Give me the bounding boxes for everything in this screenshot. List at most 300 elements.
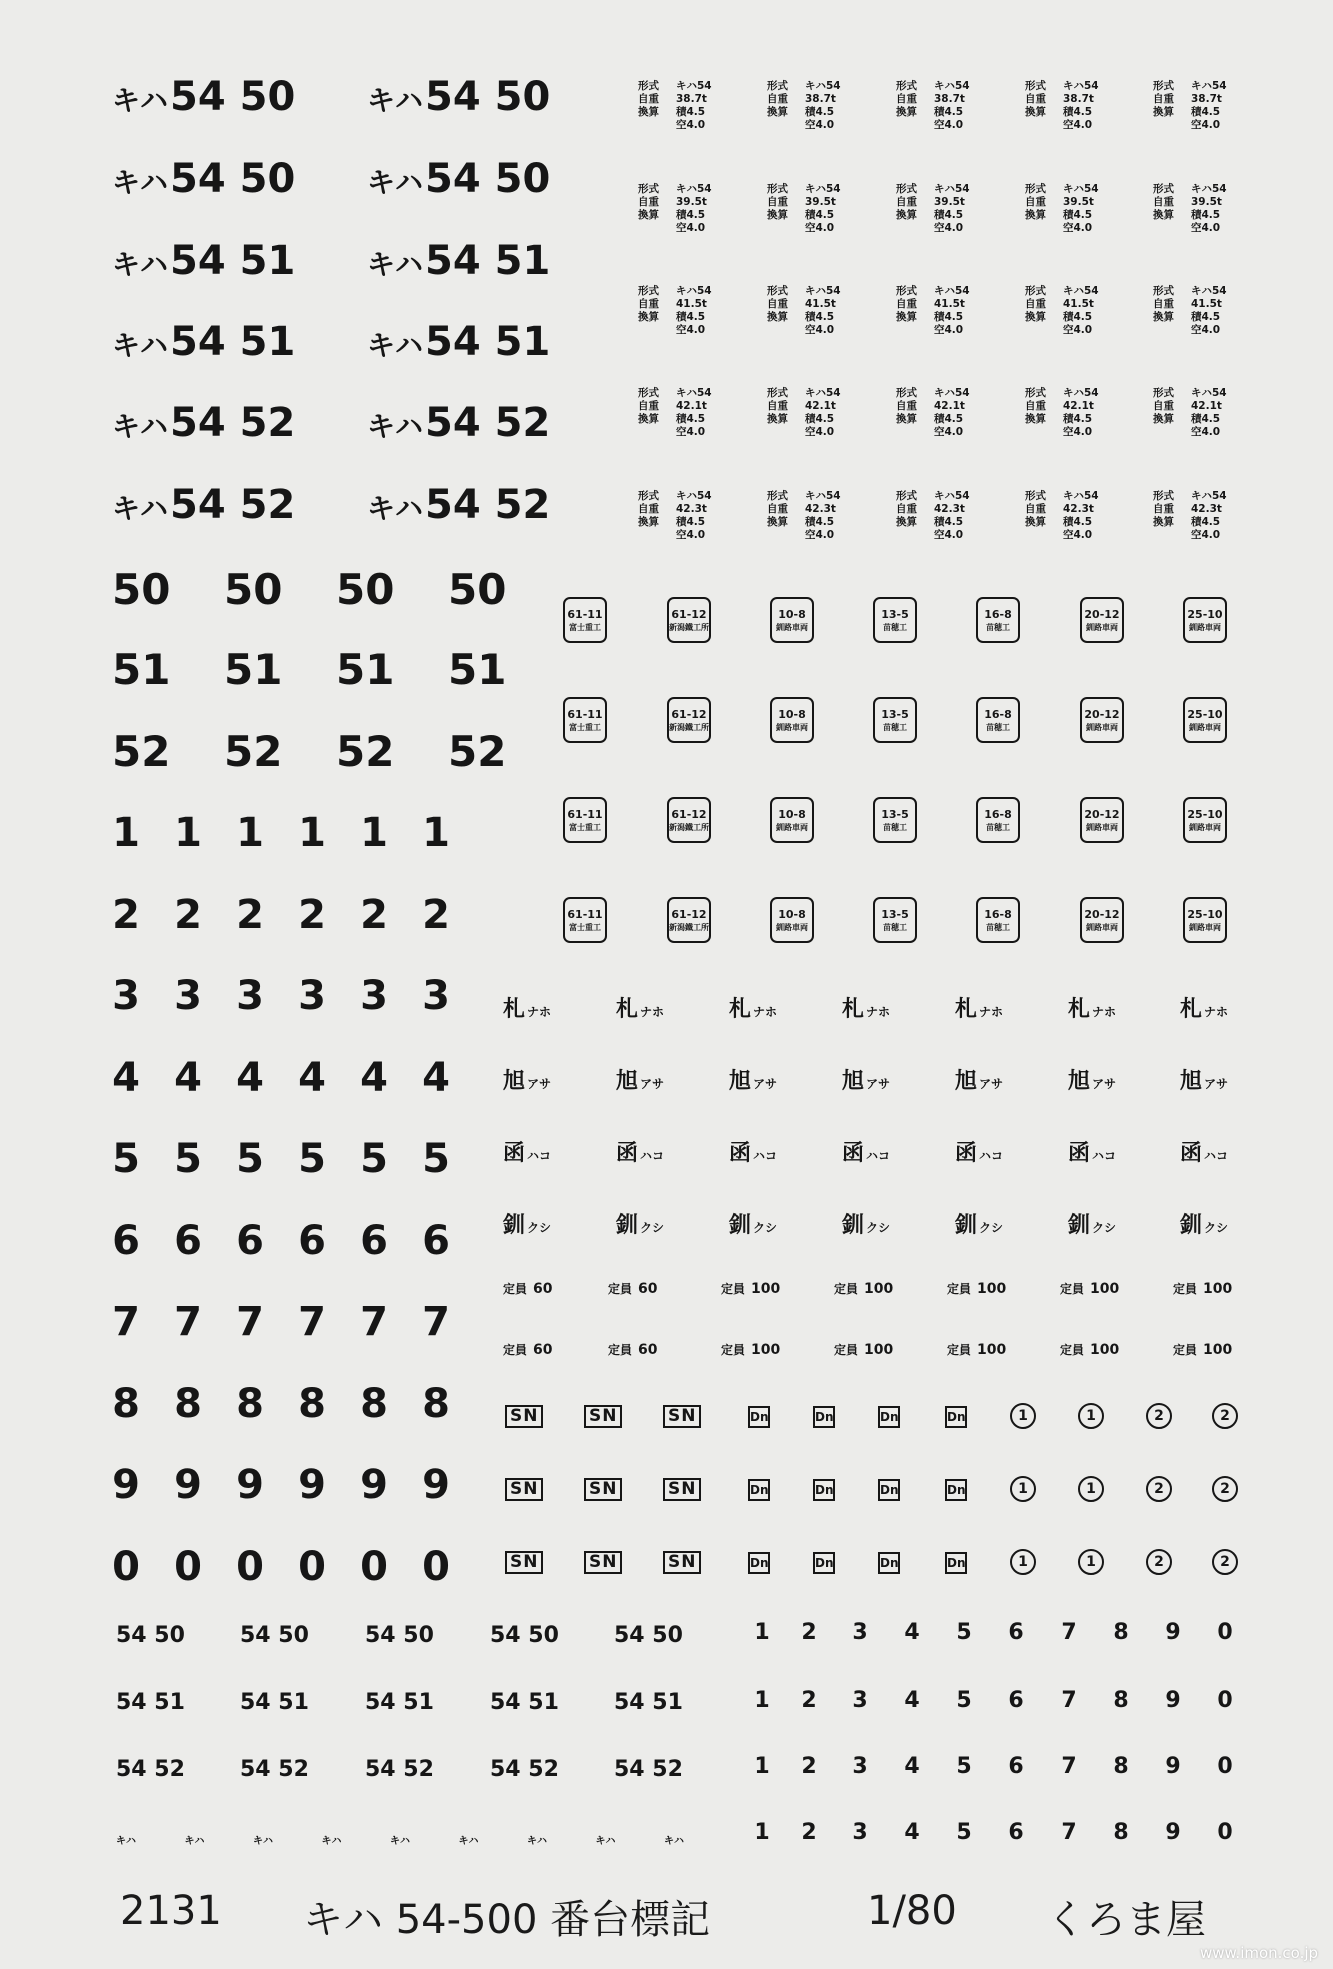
spec-row-full bbox=[896, 516, 970, 529]
kiha-kana: キハ bbox=[367, 410, 424, 443]
small-kiha-mark: キハ bbox=[390, 1836, 410, 1847]
spec-value: 積4.5 bbox=[1191, 516, 1221, 528]
digit-decal: 7 bbox=[112, 1299, 140, 1345]
spec-block bbox=[896, 80, 970, 132]
plate-maker: 新潟鐵工所 bbox=[669, 623, 709, 632]
digit-decal: 2 bbox=[112, 891, 140, 938]
suffix-number: 50 bbox=[448, 565, 507, 614]
spec-row-type bbox=[1025, 80, 1099, 93]
spec-row-full bbox=[638, 311, 712, 324]
plate-maker: 富士重工 bbox=[569, 723, 601, 732]
spec-value: 空4.0 bbox=[676, 426, 706, 438]
capacity-value: 100 bbox=[977, 1342, 1007, 1358]
plate-maker: 釧路車両 bbox=[1086, 923, 1118, 932]
plate-maker: 苗穂工 bbox=[986, 623, 1010, 632]
spec-value: 積4.5 bbox=[805, 413, 835, 425]
spec-label: 換算 bbox=[638, 209, 659, 221]
spec-row-weight bbox=[896, 400, 970, 413]
builder-plate bbox=[1080, 797, 1124, 843]
spec-row-type bbox=[896, 285, 970, 298]
plate-date: 13-5 bbox=[881, 708, 909, 721]
builder-plate bbox=[976, 797, 1020, 843]
digit-decal: 3 bbox=[112, 973, 140, 1019]
depot-kanji: 札 bbox=[1180, 997, 1203, 1022]
spec-value: 積4.5 bbox=[805, 209, 835, 221]
small-digit: 9 bbox=[1165, 1688, 1181, 1713]
builder-plate bbox=[770, 797, 814, 843]
spec-value: キハ54 bbox=[1063, 285, 1099, 297]
small-digit: 3 bbox=[852, 1754, 868, 1779]
small-car-number: 54 51 bbox=[116, 1690, 185, 1715]
spec-label: 自重 bbox=[1025, 196, 1046, 208]
spec-row-full bbox=[896, 209, 970, 222]
suffix-number: 50 bbox=[224, 565, 283, 614]
small-car-number: 54 50 bbox=[614, 1623, 683, 1648]
small-digit: 6 bbox=[1008, 1820, 1024, 1845]
depot-kanji: 旭 bbox=[503, 1069, 526, 1094]
kiha-kana: キハ bbox=[112, 166, 169, 199]
spec-value: キハ54 bbox=[805, 490, 841, 502]
spec-value: 積4.5 bbox=[676, 106, 706, 118]
kiha-kana: キハ bbox=[112, 84, 169, 117]
spec-value: キハ54 bbox=[1063, 183, 1099, 195]
dn-mark: Dn bbox=[813, 1552, 835, 1574]
spec-value: 空4.0 bbox=[676, 324, 706, 336]
circle-number-mark: 1 bbox=[1078, 1403, 1104, 1429]
spec-value: 空4.0 bbox=[1191, 529, 1221, 541]
spec-value: キハ54 bbox=[1063, 80, 1099, 92]
spec-spacer bbox=[767, 426, 793, 439]
digit-decal: 4 bbox=[174, 1054, 202, 1101]
small-car-number: 54 51 bbox=[365, 1690, 434, 1715]
depot-mark bbox=[842, 1064, 890, 1095]
depot-kanji: 旭 bbox=[1068, 1069, 1091, 1094]
plate-date: 10-8 bbox=[778, 708, 806, 721]
spec-label: 形式 bbox=[1153, 387, 1174, 399]
builder-plate bbox=[770, 897, 814, 943]
depot-mark bbox=[503, 992, 551, 1023]
plate-maker: 釧路車両 bbox=[1189, 923, 1221, 932]
small-digit: 1 bbox=[754, 1688, 770, 1713]
small-kiha-mark: キハ bbox=[458, 1836, 479, 1847]
spec-label: 換算 bbox=[1153, 106, 1174, 118]
spec-label: 形式 bbox=[1153, 285, 1174, 297]
dn-mark: Dn bbox=[945, 1479, 967, 1501]
plate-maker: 富士重工 bbox=[569, 623, 601, 632]
capacity-mark bbox=[1060, 1280, 1119, 1297]
spec-row-full bbox=[767, 413, 841, 426]
spec-spacer bbox=[896, 222, 922, 235]
spec-spacer bbox=[1153, 324, 1179, 337]
depot-mark bbox=[616, 992, 664, 1023]
digit-decal: 3 bbox=[360, 973, 388, 1019]
depot-mark bbox=[616, 1208, 664, 1239]
plate-maker: 釧路車両 bbox=[1189, 723, 1221, 732]
spec-label: 自重 bbox=[767, 503, 788, 515]
digit-decal: 8 bbox=[298, 1380, 326, 1427]
spec-value: キハ54 bbox=[1191, 80, 1227, 92]
spec-label: 換算 bbox=[638, 311, 659, 323]
digit-decal: 6 bbox=[422, 1217, 450, 1264]
spec-row-weight bbox=[1025, 196, 1099, 209]
spec-row-type bbox=[638, 80, 712, 93]
capacity-mark bbox=[721, 1341, 780, 1358]
spec-row-full bbox=[767, 311, 841, 324]
spec-label: 自重 bbox=[638, 93, 659, 105]
small-car-number: 54 50 bbox=[365, 1623, 434, 1648]
depot-mark bbox=[1180, 1064, 1228, 1095]
digit-decal: 6 bbox=[298, 1217, 326, 1264]
plate-date: 13-5 bbox=[881, 608, 909, 621]
dn-mark: Dn bbox=[878, 1479, 900, 1501]
small-digit: 8 bbox=[1113, 1754, 1129, 1779]
spec-label: 換算 bbox=[1025, 209, 1046, 221]
spec-spacer bbox=[638, 324, 664, 337]
spec-value: 41.5t bbox=[805, 298, 836, 310]
spec-value: 39.5t bbox=[1191, 196, 1222, 208]
spec-row-full bbox=[638, 413, 712, 426]
depot-mark bbox=[955, 992, 1003, 1023]
kiha-kana: キハ bbox=[367, 492, 424, 525]
builder-plate bbox=[563, 597, 607, 643]
car-number: 54 52 bbox=[425, 482, 551, 528]
car-number: 54 51 bbox=[425, 238, 551, 284]
plate-date: 61-12 bbox=[671, 908, 707, 921]
spec-row-empty bbox=[638, 426, 712, 439]
spec-value: 空4.0 bbox=[805, 529, 835, 541]
capacity-label: 定員 bbox=[834, 1282, 859, 1296]
small-digit: 3 bbox=[852, 1820, 868, 1845]
sn-mark: SN bbox=[505, 1478, 543, 1501]
spec-value: 積4.5 bbox=[1191, 311, 1221, 323]
spec-block bbox=[1153, 490, 1227, 542]
plate-maker: 苗穂工 bbox=[986, 823, 1010, 832]
car-number: 54 50 bbox=[170, 156, 296, 202]
car-number: 54 52 bbox=[170, 400, 296, 446]
spec-value: 38.7t bbox=[1191, 93, 1222, 105]
depot-mark bbox=[1068, 1064, 1116, 1095]
spec-value: キハ54 bbox=[676, 285, 712, 297]
spec-value: 積4.5 bbox=[1063, 209, 1093, 221]
spec-row-empty bbox=[767, 426, 841, 439]
spec-row-full bbox=[896, 106, 970, 119]
spec-row-empty bbox=[1025, 426, 1099, 439]
small-digit: 9 bbox=[1165, 1820, 1181, 1845]
capacity-label: 定員 bbox=[608, 1282, 633, 1296]
plate-maker: 釧路車両 bbox=[1189, 623, 1221, 632]
spec-spacer bbox=[767, 222, 793, 235]
spec-value: 空4.0 bbox=[1191, 119, 1221, 131]
capacity-label: 定員 bbox=[834, 1343, 859, 1357]
spec-block bbox=[767, 285, 841, 337]
depot-kanji: 函 bbox=[729, 1141, 752, 1166]
digit-decal: 3 bbox=[298, 973, 326, 1019]
small-digit: 0 bbox=[1217, 1688, 1233, 1713]
depot-mark bbox=[1068, 1136, 1116, 1167]
spec-label: 形式 bbox=[1025, 285, 1046, 297]
plate-maker: 苗穂工 bbox=[883, 723, 907, 732]
depot-kanji: 札 bbox=[1068, 997, 1091, 1022]
spec-value: キハ54 bbox=[1191, 490, 1227, 502]
depot-kana: クシ bbox=[866, 1221, 891, 1235]
spec-spacer bbox=[638, 119, 664, 132]
spec-value: 空4.0 bbox=[934, 426, 964, 438]
spec-row-type bbox=[638, 183, 712, 196]
capacity-value: 100 bbox=[1203, 1342, 1233, 1358]
plate-maker: 新潟鐵工所 bbox=[669, 923, 709, 932]
spec-block bbox=[896, 387, 970, 439]
spec-value: キハ54 bbox=[934, 183, 970, 195]
spec-value: 38.7t bbox=[1063, 93, 1094, 105]
plate-date: 20-12 bbox=[1084, 908, 1120, 921]
digit-decal: 9 bbox=[112, 1462, 140, 1508]
digit-decal: 1 bbox=[112, 810, 140, 856]
spec-row-full bbox=[1153, 209, 1227, 222]
digit-decal: 0 bbox=[298, 1543, 326, 1590]
spec-value: 空4.0 bbox=[1063, 222, 1093, 234]
builder-plate bbox=[873, 597, 917, 643]
depot-kanji: 札 bbox=[955, 997, 978, 1022]
depot-mark bbox=[616, 1064, 664, 1095]
builder-plate bbox=[563, 697, 607, 743]
product-title: キハ 54-500 番台標記 bbox=[303, 1897, 711, 1943]
plate-maker: 釧路車両 bbox=[1086, 823, 1118, 832]
digit-decal: 1 bbox=[298, 810, 326, 856]
small-car-number: 54 52 bbox=[116, 1757, 185, 1782]
spec-value: 39.5t bbox=[1063, 196, 1094, 208]
spec-label: 換算 bbox=[767, 413, 788, 425]
spec-row-type bbox=[1025, 183, 1099, 196]
digit-decal: 7 bbox=[422, 1299, 450, 1345]
kiha-kana: キハ bbox=[367, 84, 424, 117]
spec-value: 積4.5 bbox=[676, 516, 706, 528]
digit-decal: 9 bbox=[236, 1462, 264, 1508]
depot-kana: ナホ bbox=[753, 1005, 778, 1019]
depot-kana: ハコ bbox=[1204, 1149, 1229, 1163]
builder-plate bbox=[1080, 897, 1124, 943]
spec-value: 38.7t bbox=[805, 93, 836, 105]
spec-value: キハ54 bbox=[805, 80, 841, 92]
small-car-number: 54 52 bbox=[490, 1757, 559, 1782]
digit-decal: 5 bbox=[360, 1136, 388, 1182]
spec-value: キハ54 bbox=[934, 387, 970, 399]
spec-label: 自重 bbox=[1153, 400, 1174, 412]
spec-value: 空4.0 bbox=[1063, 324, 1093, 336]
builder-plate bbox=[1183, 697, 1227, 743]
plate-date: 61-12 bbox=[671, 608, 707, 621]
spec-label: 自重 bbox=[767, 93, 788, 105]
spec-value: 42.3t bbox=[1063, 503, 1094, 515]
digit-decal: 0 bbox=[360, 1543, 388, 1590]
spec-label: 換算 bbox=[896, 413, 917, 425]
suffix-number: 51 bbox=[224, 645, 283, 694]
small-car-number: 54 52 bbox=[614, 1757, 683, 1782]
spec-row-full bbox=[1025, 311, 1099, 324]
spec-spacer bbox=[767, 529, 793, 542]
spec-value: キハ54 bbox=[934, 80, 970, 92]
spec-value: 空4.0 bbox=[676, 222, 706, 234]
small-car-number: 54 51 bbox=[614, 1690, 683, 1715]
spec-label: 形式 bbox=[1025, 80, 1046, 92]
spec-block bbox=[896, 490, 970, 542]
depot-kanji: 旭 bbox=[616, 1069, 639, 1094]
spec-value: 42.3t bbox=[934, 503, 965, 515]
spec-value: 積4.5 bbox=[1191, 106, 1221, 118]
small-digit: 4 bbox=[904, 1620, 920, 1645]
spec-label: 形式 bbox=[896, 183, 917, 195]
depot-kana: ハコ bbox=[527, 1149, 552, 1163]
small-digit: 2 bbox=[801, 1688, 817, 1713]
spec-value: 空4.0 bbox=[805, 324, 835, 336]
spec-row-type bbox=[638, 490, 712, 503]
small-digit: 4 bbox=[904, 1754, 920, 1779]
depot-kana: ハコ bbox=[753, 1149, 778, 1163]
digit-decal: 0 bbox=[422, 1543, 450, 1590]
capacity-mark bbox=[947, 1341, 1006, 1358]
digit-decal: 9 bbox=[174, 1462, 202, 1508]
spec-value: 空4.0 bbox=[676, 529, 706, 541]
plate-date: 61-11 bbox=[567, 708, 603, 721]
depot-kana: アサ bbox=[640, 1077, 665, 1091]
spec-label: 自重 bbox=[896, 503, 917, 515]
spec-row-weight bbox=[896, 93, 970, 106]
spec-row-full bbox=[896, 413, 970, 426]
spec-row-empty bbox=[767, 222, 841, 235]
digit-decal: 5 bbox=[112, 1136, 140, 1182]
spec-row-full bbox=[1153, 106, 1227, 119]
builder-plate bbox=[563, 797, 607, 843]
circle-number-mark: 2 bbox=[1212, 1549, 1238, 1575]
small-digit: 7 bbox=[1061, 1754, 1077, 1779]
depot-kana: アサ bbox=[979, 1077, 1004, 1091]
spec-spacer bbox=[896, 119, 922, 132]
spec-row-empty bbox=[1153, 119, 1227, 132]
spec-label: 換算 bbox=[896, 209, 917, 221]
capacity-value: 100 bbox=[1090, 1281, 1120, 1297]
spec-value: 積4.5 bbox=[676, 209, 706, 221]
spec-value: 空4.0 bbox=[1063, 426, 1093, 438]
car-number: 54 50 bbox=[425, 74, 551, 120]
depot-mark bbox=[1068, 1208, 1116, 1239]
big-number-decal bbox=[367, 74, 550, 120]
sn-mark: SN bbox=[663, 1478, 701, 1501]
spec-row-full bbox=[1153, 413, 1227, 426]
small-kiha-mark: キハ bbox=[595, 1836, 616, 1847]
depot-mark bbox=[955, 1064, 1003, 1095]
digit-decal: 8 bbox=[422, 1380, 450, 1427]
spec-block bbox=[638, 490, 712, 542]
spec-row-weight bbox=[896, 503, 970, 516]
builder-plate bbox=[976, 697, 1020, 743]
dn-mark: Dn bbox=[813, 1479, 835, 1501]
depot-mark bbox=[503, 1064, 551, 1095]
plate-maker: 釧路車両 bbox=[1086, 723, 1118, 732]
spec-label: 自重 bbox=[767, 196, 788, 208]
capacity-label: 定員 bbox=[1173, 1343, 1198, 1357]
kiha-kana: キハ bbox=[367, 248, 424, 281]
depot-mark bbox=[1180, 992, 1228, 1023]
kiha-kana: キハ bbox=[112, 329, 169, 362]
spec-label: 形式 bbox=[1153, 80, 1174, 92]
depot-mark bbox=[842, 1136, 890, 1167]
capacity-label: 定員 bbox=[608, 1343, 633, 1357]
spec-spacer bbox=[1153, 119, 1179, 132]
spec-value: 42.1t bbox=[1063, 400, 1094, 412]
digit-decal: 0 bbox=[112, 1543, 140, 1590]
plate-maker: 新潟鐵工所 bbox=[669, 723, 709, 732]
spec-block bbox=[896, 285, 970, 337]
spec-row-empty bbox=[1153, 222, 1227, 235]
spec-value: キハ54 bbox=[1191, 387, 1227, 399]
spec-row-empty bbox=[896, 324, 970, 337]
dn-mark: Dn bbox=[813, 1406, 835, 1428]
plate-date: 61-11 bbox=[567, 808, 603, 821]
big-number-decal bbox=[367, 238, 550, 284]
car-number: 54 50 bbox=[425, 156, 551, 202]
depot-kana: ナホ bbox=[866, 1005, 891, 1019]
suffix-number: 51 bbox=[448, 645, 507, 694]
small-car-number: 54 51 bbox=[240, 1690, 309, 1715]
spec-value: 空4.0 bbox=[1191, 426, 1221, 438]
spec-label: 形式 bbox=[767, 183, 788, 195]
digit-decal: 6 bbox=[174, 1217, 202, 1264]
spec-label: 自重 bbox=[1025, 93, 1046, 105]
small-digit: 5 bbox=[956, 1688, 972, 1713]
small-digit: 4 bbox=[904, 1688, 920, 1713]
spec-value: 積4.5 bbox=[1063, 413, 1093, 425]
plate-date: 25-10 bbox=[1187, 908, 1223, 921]
spec-spacer bbox=[1025, 119, 1051, 132]
spec-row-empty bbox=[896, 222, 970, 235]
spec-value: 積4.5 bbox=[1063, 516, 1093, 528]
capacity-mark bbox=[503, 1341, 553, 1358]
spec-spacer bbox=[1153, 529, 1179, 542]
depot-kanji: 釧 bbox=[842, 1213, 865, 1238]
spec-row-type bbox=[896, 80, 970, 93]
spec-row-weight bbox=[896, 196, 970, 209]
spec-value: 空4.0 bbox=[1191, 222, 1221, 234]
digit-decal: 0 bbox=[174, 1543, 202, 1590]
capacity-mark bbox=[834, 1341, 893, 1358]
spec-row-weight bbox=[1153, 400, 1227, 413]
small-digit: 7 bbox=[1061, 1620, 1077, 1645]
car-number: 54 51 bbox=[170, 238, 296, 284]
depot-mark bbox=[729, 1208, 777, 1239]
digit-decal: 7 bbox=[360, 1299, 388, 1345]
plate-date: 61-12 bbox=[671, 808, 707, 821]
spec-row-full bbox=[1025, 209, 1099, 222]
small-car-number: 54 50 bbox=[116, 1623, 185, 1648]
depot-kana: クシ bbox=[640, 1221, 665, 1235]
spec-block bbox=[1153, 285, 1227, 337]
capacity-label: 定員 bbox=[1173, 1282, 1198, 1296]
suffix-number: 51 bbox=[112, 645, 171, 694]
small-digit: 0 bbox=[1217, 1754, 1233, 1779]
spec-row-weight bbox=[638, 400, 712, 413]
plate-maker: 釧路車両 bbox=[1086, 623, 1118, 632]
spec-row-weight bbox=[767, 196, 841, 209]
spec-value: 空4.0 bbox=[1063, 529, 1093, 541]
depot-kana: ナホ bbox=[527, 1005, 552, 1019]
car-number: 54 52 bbox=[425, 400, 551, 446]
circle-number-mark: 2 bbox=[1146, 1403, 1172, 1429]
digit-decal: 1 bbox=[360, 810, 388, 856]
circle-number-mark: 1 bbox=[1010, 1403, 1036, 1429]
digit-decal: 5 bbox=[236, 1136, 264, 1182]
spec-spacer bbox=[1025, 529, 1051, 542]
spec-spacer bbox=[896, 324, 922, 337]
spec-value: 42.3t bbox=[805, 503, 836, 515]
